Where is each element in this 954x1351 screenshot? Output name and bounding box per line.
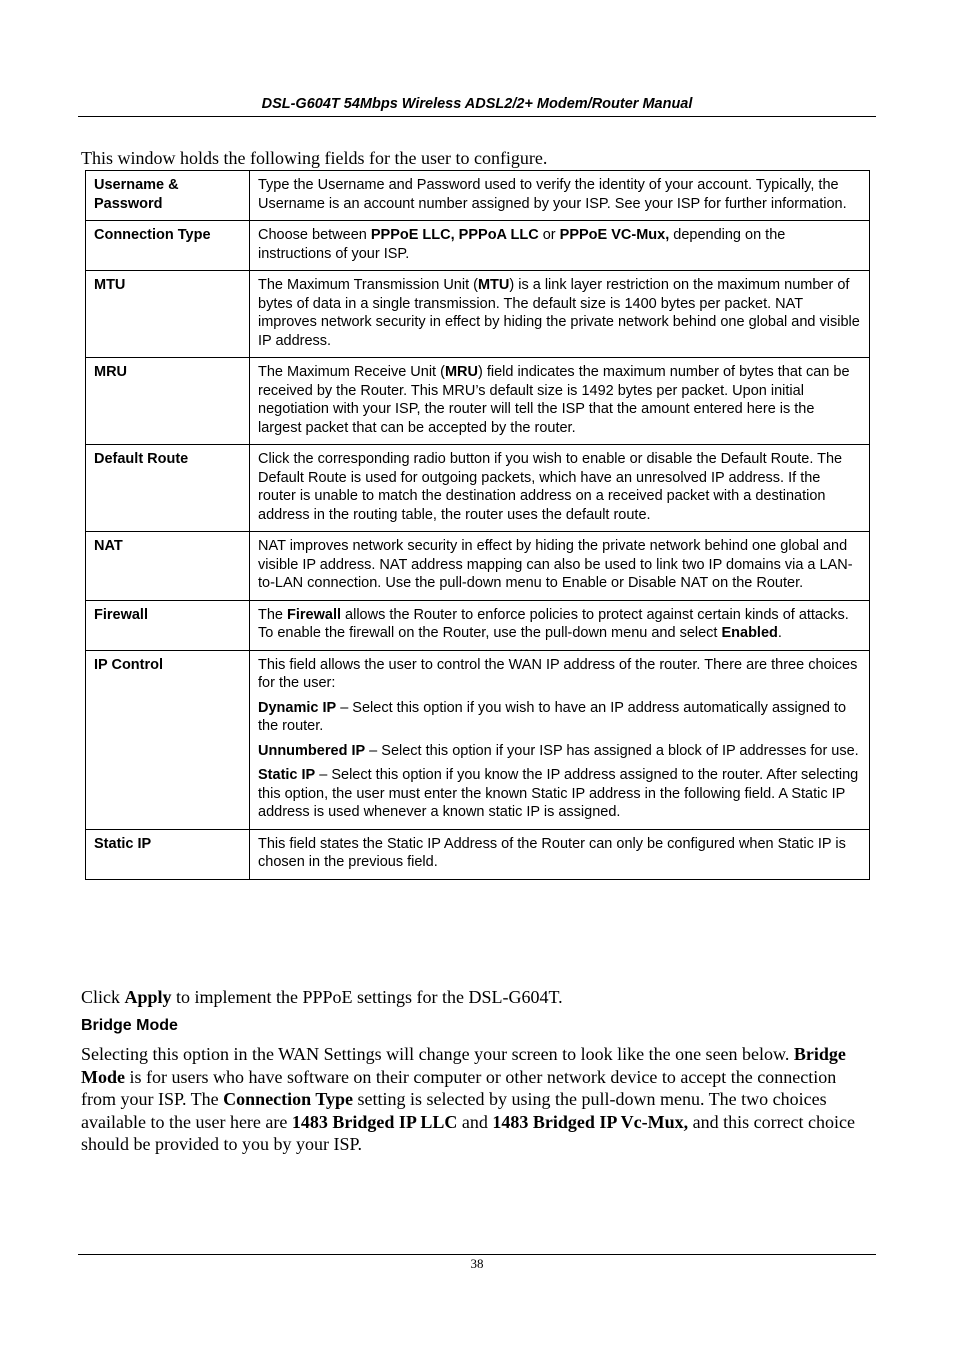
field-description-cell [250, 650, 870, 829]
text-run: The [258, 606, 288, 623]
text-run: and this correct choice should be provided to you by your ISP. [81, 1111, 856, 1154]
description-paragraph [258, 276, 861, 350]
apply-instruction [81, 986, 871, 1009]
text-run: setting is selected by using the pull-down menu. The two choices available to the user here are [81, 1089, 827, 1132]
field-name-cell: Default Route [86, 445, 250, 532]
field-description-cell [250, 829, 870, 879]
page-number: 38 [470, 1256, 484, 1271]
bridge-mode-paragraph [81, 1043, 871, 1156]
intro-text: This window holds the following fields for the user to configure. [81, 148, 548, 168]
text-run: The Maximum Transmission Unit ( [258, 277, 478, 293]
field-description-cell [250, 271, 870, 358]
text-run: – Select this option if you know the IP address assigned to the router. After selecting this option, the user must enter the known Static IP address in the following field. A Static IP address is used whenever a known static IP is assigned. [258, 767, 859, 820]
text-run: ) is a link layer restriction on the maximum number of bytes of data in a single transmission. The default size is 1400 bytes per packet. NAT improves network security in effect by hiding the private network behind one global and visible IP address. [258, 277, 860, 349]
field-name-cell: MTU [86, 271, 250, 358]
text-run: allows the Router to enforce policies to protect against certain kinds of attacks. To enable the firewall on the Router, use the pull-down menu and select [258, 606, 849, 641]
text-run: ) field indicates the maximum number of bytes that can be received by the Router. This MRU’s default size is 1492 bytes per packet. Upon initial negotiation with your ISP, the router will tell the ISP that the amount entered here is the largest packet that can be accepted by the router. [258, 364, 850, 436]
description-paragraph [258, 450, 861, 524]
table-row [86, 445, 870, 532]
field-name-cell: Connection Type [86, 221, 250, 271]
table-row [86, 600, 870, 650]
field-description-cell [250, 600, 870, 650]
field-name-cell: IP Control [86, 650, 250, 829]
table-row [86, 532, 870, 601]
field-description-cell [250, 171, 870, 221]
field-description-cell [250, 358, 870, 445]
description-paragraph [258, 226, 861, 263]
text-run: Choose between [258, 227, 371, 243]
text-run: Selecting this option in the WAN Settings will change your screen to look like the one seen below. [81, 1044, 794, 1064]
table-row [86, 221, 870, 271]
text-run: – Select this option if you wish to have an IP address automatically assigned to the router. [258, 699, 847, 734]
bold-text-run: PPPoE LLC, PPPoA LLC [370, 227, 539, 243]
table-row [86, 358, 870, 445]
text-run: Click [81, 987, 125, 1007]
description-paragraph [258, 766, 861, 822]
field-description-cell [250, 532, 870, 601]
table-row [86, 650, 870, 829]
fields-table [85, 170, 870, 880]
description-paragraph [258, 835, 861, 872]
text-run: NAT improves network security in effect by hiding the private network behind one global and visible IP address. NAT address mapping can also be used to link two IP domains via a LAN-to-LAN connection. Use the pull-down menu to Enable or Disable NAT on the Router. [258, 538, 853, 591]
description-paragraph [258, 363, 861, 437]
bold-text-run: Connection Type [223, 1089, 354, 1109]
bold-text-run: MTU [477, 277, 510, 293]
bold-text-run: 1483 Bridged IP LLC [291, 1111, 458, 1132]
field-description-cell [250, 221, 870, 271]
page-header-title: DSL-G604T 54Mbps Wireless ADSL2/2+ Modem/Router Manual [261, 96, 693, 112]
field-name-cell: Username & Password [86, 171, 250, 221]
description-paragraph [258, 742, 861, 761]
bold-text-run: Unnumbered IP [258, 742, 366, 759]
description-paragraph [258, 606, 861, 643]
table-row [86, 171, 870, 221]
table-row [86, 829, 870, 879]
text-run: This field states the Static IP Address of the Router can only be configured when Static IP is chosen in the previous field. [258, 835, 846, 870]
footer-rule [78, 1254, 876, 1255]
text-run: – Select this option if your ISP has assigned a block of IP addresses for use. [365, 742, 859, 759]
bold-text-run: Dynamic IP [258, 699, 337, 716]
text-run: Type the Username and Password used to verify the identity of your account. Typically, the Username is an account number assigned by your ISP. See your ISP for further information. [258, 177, 847, 212]
field-name-cell: MRU [86, 358, 250, 445]
text-run: to implement the PPPoE settings for the DSL-G604T. [171, 987, 563, 1007]
field-description-cell [250, 445, 870, 532]
text-run: depending on the instructions of your ISP. [258, 227, 786, 262]
text-run: . [777, 625, 782, 641]
bold-text-run: 1483 Bridged IP Vc-Mux, [492, 1111, 689, 1132]
bold-text-run: Apply [124, 987, 172, 1007]
field-name-cell: Firewall [86, 600, 250, 650]
field-name-cell: NAT [86, 532, 250, 601]
text-run: This field allows the user to control the WAN IP address of the router. There are three choices for the user: [258, 656, 858, 691]
bold-text-run: Static IP [258, 767, 316, 783]
text-run: is for users who have software on their computer or other network device to accept the connection from your ISP. The [81, 1066, 837, 1109]
text-run: The Maximum Receive Unit ( [258, 364, 445, 380]
bold-text-run: Bridge Mode [81, 1044, 846, 1087]
description-paragraph [258, 537, 861, 593]
header-rule [78, 116, 876, 117]
bold-text-run: Enabled [721, 625, 778, 641]
field-name-cell: Static IP [86, 829, 250, 879]
bold-text-run: Firewall [287, 606, 342, 623]
fields-table-body [86, 171, 870, 880]
bridge-mode-heading: Bridge Mode [81, 1017, 178, 1034]
bold-text-run: PPPoE VC-Mux, [559, 227, 670, 243]
bold-text-run: MRU [444, 364, 478, 380]
table-row [86, 271, 870, 358]
text-run: and [457, 1111, 493, 1132]
text-run: Click the corresponding radio button if you wish to enable or disable the Default Route. The Default Route is used for outgoing packets, which have an unresolved IP address. If the router is unable to match the destination address on a received packet with a destination address in the routing table, the router uses the default route. [258, 451, 843, 523]
description-paragraph [258, 656, 861, 693]
description-paragraph [258, 699, 861, 736]
text-run: or [538, 227, 560, 243]
description-paragraph [258, 176, 861, 213]
